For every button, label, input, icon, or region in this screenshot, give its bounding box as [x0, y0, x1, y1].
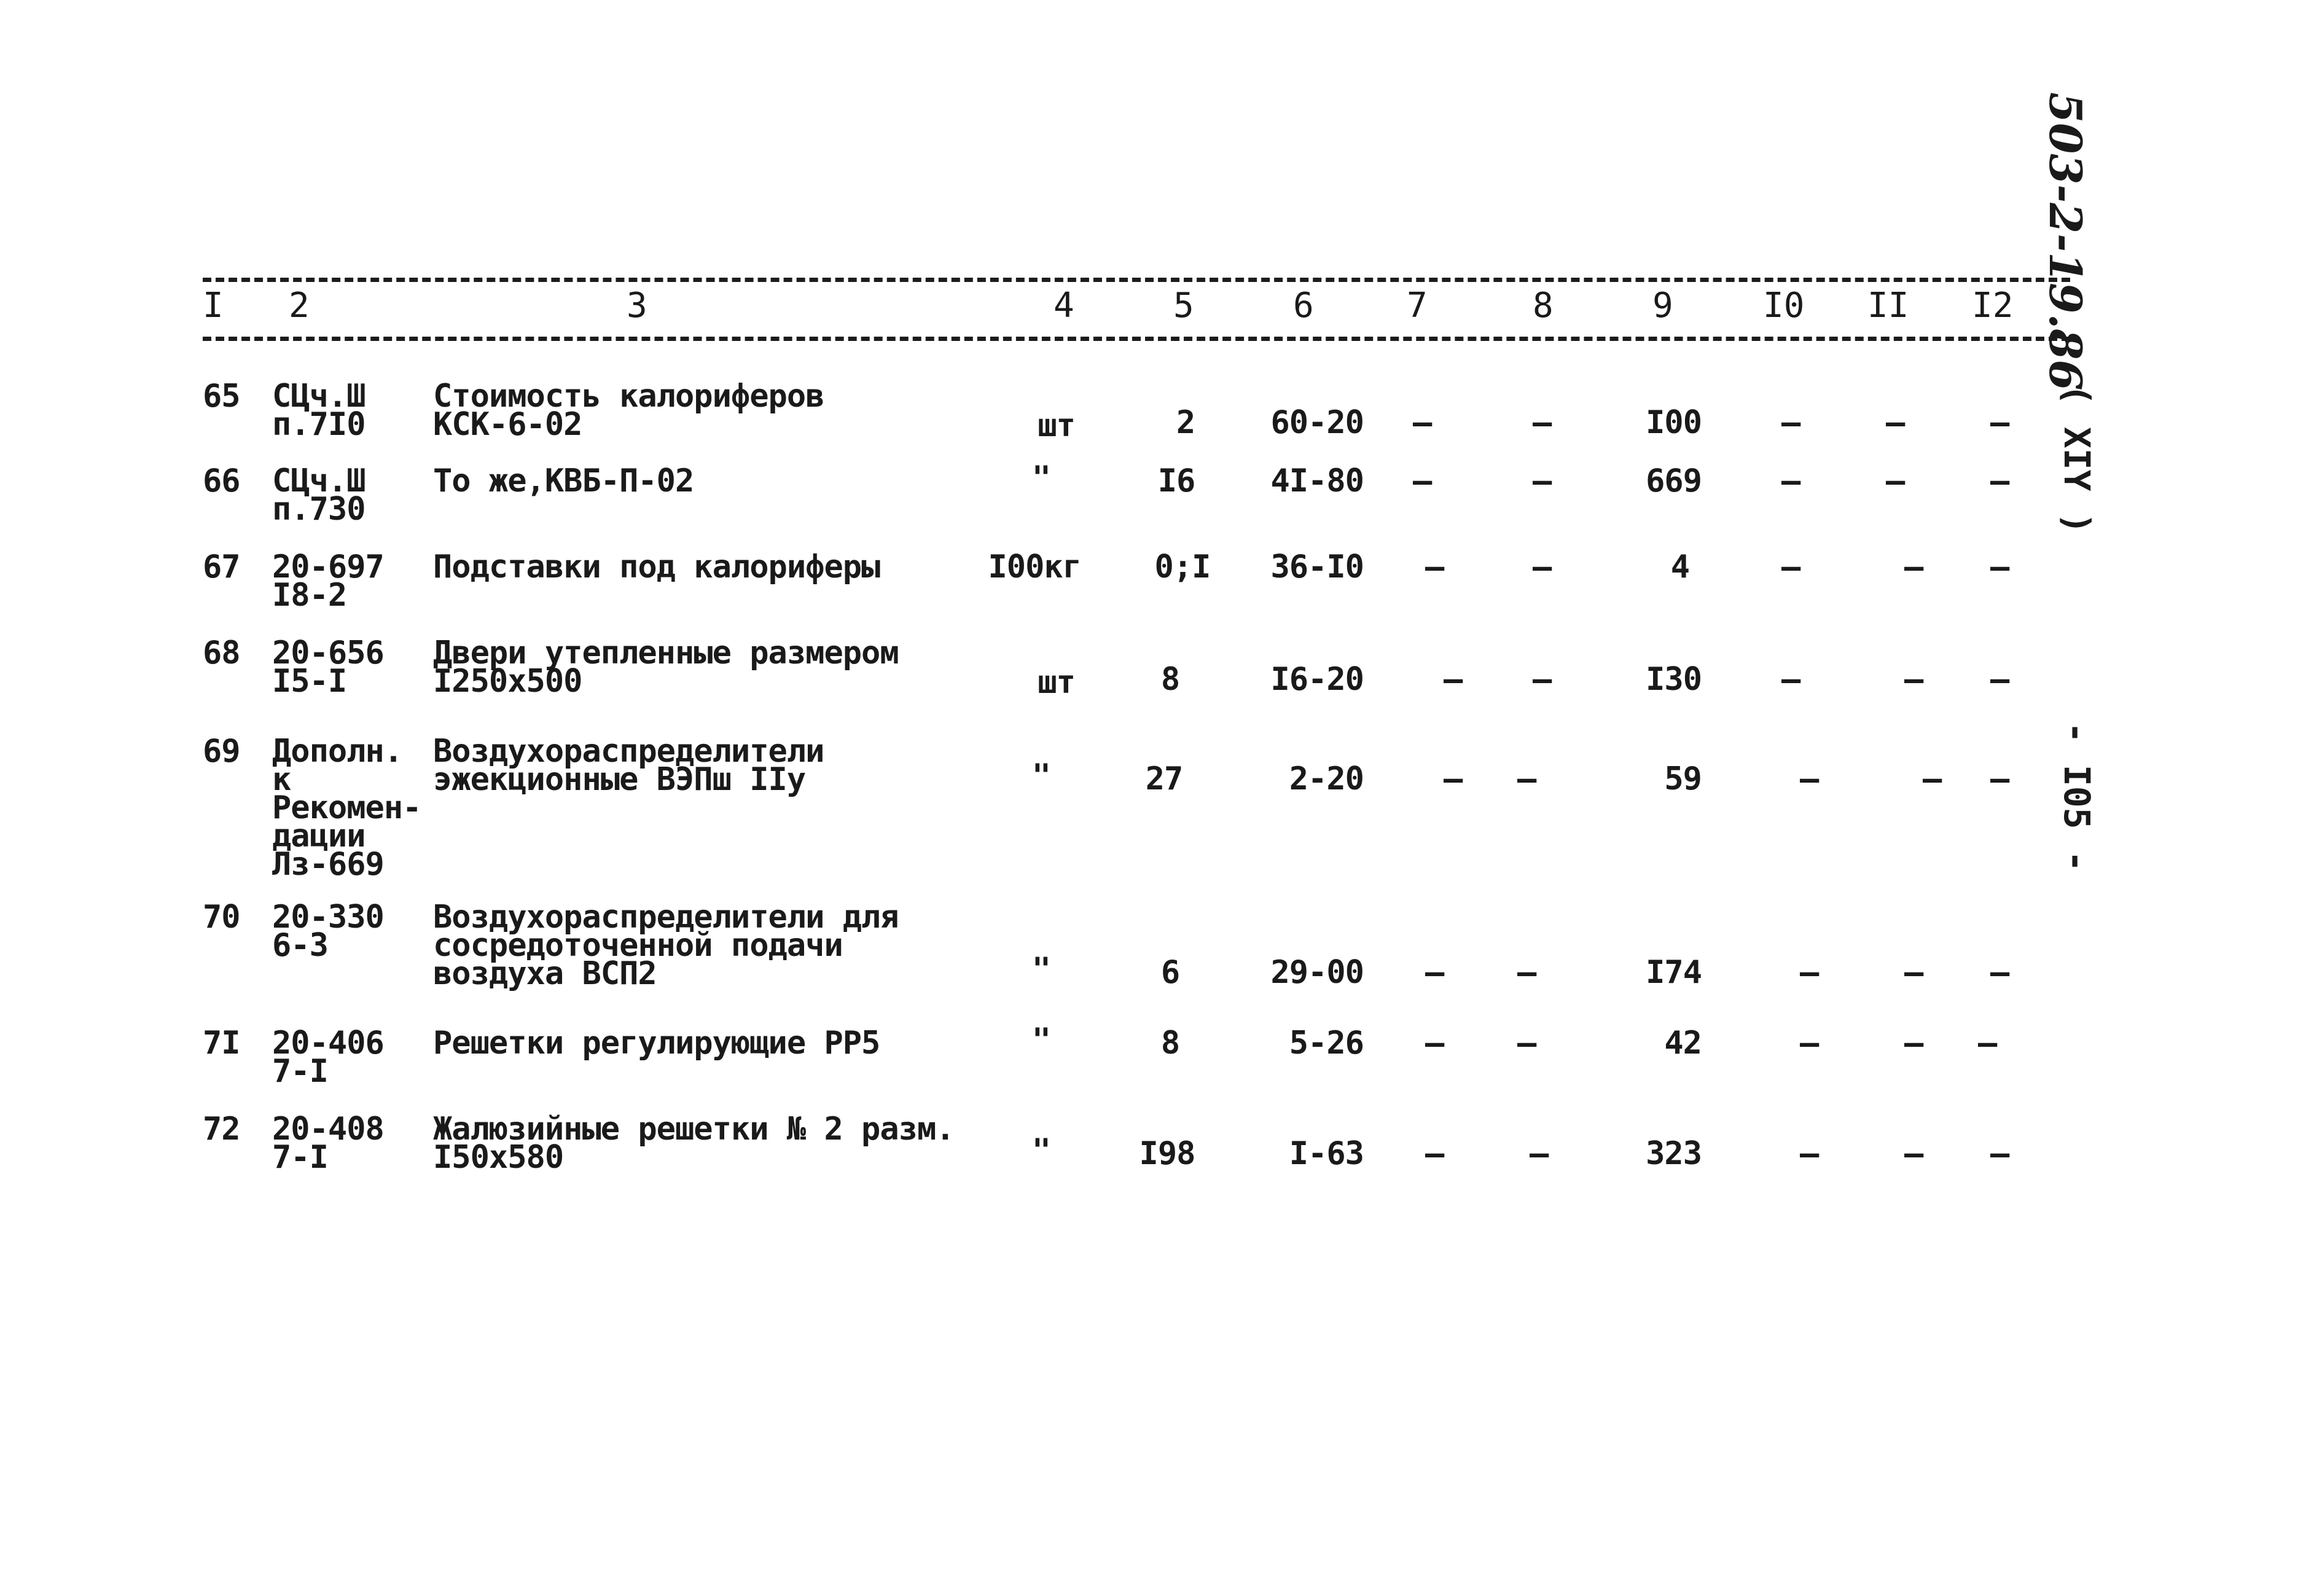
norm-code: Дополн. к Рекомен- дации Лз-669	[272, 733, 421, 883]
col-12: –	[1990, 761, 2009, 797]
col-11: –	[1904, 1135, 1923, 1172]
norm-code: 20-656 I5-I	[272, 635, 384, 700]
table-top-rule	[203, 278, 2070, 282]
row-number: 66	[203, 463, 240, 499]
quantity: 0;I	[1154, 549, 1211, 585]
row-number: 69	[203, 733, 240, 770]
col-8: –	[1530, 1135, 1549, 1172]
col-8: –	[1533, 463, 1552, 499]
quantity: 2	[1176, 404, 1195, 441]
unit: "	[1031, 951, 1050, 988]
quantity: I6	[1157, 463, 1195, 499]
unit-price: 4I-80	[1270, 463, 1364, 499]
col-header-1: I	[203, 286, 224, 326]
norm-code: 20-406 7-I	[272, 1025, 384, 1090]
row-number: 70	[203, 899, 240, 936]
item-name: Подставки под калориферы	[433, 549, 880, 585]
row-number: 72	[203, 1111, 240, 1148]
unit-price: 5-26	[1289, 1025, 1364, 1062]
total: 669	[1646, 463, 1702, 499]
col-12: –	[1978, 1025, 1997, 1062]
col-7: –	[1444, 661, 1463, 698]
total: I00	[1646, 404, 1702, 441]
col-11: –	[1904, 1025, 1923, 1062]
norm-code: СЦч.Ш п.730	[272, 463, 366, 528]
item-name: Воздухораспределители эжекционные ВЭПш IIу	[433, 733, 824, 798]
col-12: –	[1990, 404, 2009, 441]
page-number: - I05 -	[2056, 722, 2098, 872]
total: 59	[1664, 761, 1702, 797]
col-10: –	[1781, 404, 1800, 441]
col-7: –	[1413, 404, 1432, 441]
norm-code: 20-408 7-I	[272, 1111, 384, 1176]
row-number: 67	[203, 549, 240, 585]
col-10: –	[1800, 1135, 1819, 1172]
col-header-3: 3	[627, 286, 647, 326]
col-header-10: I0	[1763, 286, 1805, 326]
unit-price: 60-20	[1270, 404, 1364, 441]
col-header-7: 7	[1407, 286, 1428, 326]
unit-price: 2-20	[1289, 761, 1364, 797]
unit-price: I-63	[1289, 1135, 1364, 1172]
unit: "	[1031, 1022, 1050, 1058]
col-7: –	[1444, 761, 1463, 797]
total: 42	[1664, 1025, 1702, 1062]
unit: "	[1031, 1132, 1050, 1169]
col-11: –	[1886, 463, 1905, 499]
item-name: Воздухораспределители для сосредоточенной подачи воздуха ВСП2	[433, 899, 899, 992]
col-8: –	[1533, 404, 1552, 441]
document-code: 503-2-19.86	[2039, 92, 2092, 391]
col-10: –	[1800, 1025, 1819, 1062]
col-header-5: 5	[1173, 286, 1194, 326]
col-header-4: 4	[1054, 286, 1074, 326]
norm-code: 20-697 I8-2	[272, 549, 384, 614]
col-11: –	[1904, 549, 1923, 585]
unit: "	[1031, 460, 1050, 496]
total: 4	[1670, 549, 1689, 585]
item-name: Стоимость калориферов КСК-6-02	[433, 378, 824, 443]
item-name: Двери утепленные размером I250х500	[433, 635, 899, 700]
col-11: –	[1886, 404, 1905, 441]
col-7: –	[1425, 549, 1444, 585]
col-8: –	[1517, 1025, 1536, 1062]
col-10: –	[1781, 463, 1800, 499]
col-10: –	[1781, 661, 1800, 698]
col-header-8: 8	[1533, 286, 1554, 326]
col-7: –	[1413, 463, 1432, 499]
total: 323	[1646, 1135, 1702, 1172]
col-7: –	[1425, 954, 1444, 991]
col-11: –	[1904, 954, 1923, 991]
unit: шт	[1038, 407, 1075, 444]
col-12: –	[1990, 954, 2009, 991]
row-number: 65	[203, 378, 240, 415]
quantity: 8	[1160, 661, 1180, 698]
col-header-2: 2	[289, 286, 310, 326]
row-number: 68	[203, 635, 240, 671]
norm-code: СЦч.Ш п.7I0	[272, 378, 366, 443]
total: I74	[1646, 954, 1702, 991]
col-11: –	[1904, 661, 1923, 698]
col-header-12: I2	[1972, 286, 2014, 326]
unit: I00кг	[988, 549, 1081, 585]
unit-price: I6-20	[1270, 661, 1364, 698]
col-11: –	[1923, 761, 1942, 797]
unit-price: 29-00	[1270, 954, 1364, 991]
col-12: –	[1990, 1135, 2009, 1172]
album-number: ( XIY )	[2056, 384, 2098, 534]
item-name: Жалюзийные решетки № 2 разм. I50х580	[433, 1111, 955, 1176]
col-7: –	[1425, 1135, 1444, 1172]
col-8: –	[1533, 661, 1552, 698]
col-8: –	[1517, 761, 1536, 797]
col-8: –	[1533, 549, 1552, 585]
quantity: 8	[1160, 1025, 1180, 1062]
col-12: –	[1990, 549, 2009, 585]
col-header-11: II	[1867, 286, 1909, 326]
unit-price: 36-I0	[1270, 549, 1364, 585]
col-12: –	[1990, 661, 2009, 698]
row-number: 7I	[203, 1025, 240, 1062]
col-10: –	[1800, 954, 1819, 991]
col-7: –	[1425, 1025, 1444, 1062]
col-header-9: 9	[1652, 286, 1673, 326]
total: I30	[1646, 661, 1702, 698]
col-10: –	[1800, 761, 1819, 797]
unit: шт	[1038, 664, 1075, 701]
norm-code: 20-330 6-3	[272, 899, 384, 964]
col-10: –	[1781, 549, 1800, 585]
quantity: 6	[1160, 954, 1180, 991]
item-name: Решетки регулирующие РР5	[433, 1025, 880, 1062]
table-header-rule	[203, 337, 2070, 341]
unit: "	[1031, 757, 1050, 794]
col-12: –	[1990, 463, 2009, 499]
col-8: –	[1517, 954, 1536, 991]
quantity: 27	[1145, 761, 1183, 797]
col-header-6: 6	[1293, 286, 1314, 326]
item-name: То же,КВБ-П-02	[433, 463, 694, 499]
quantity: I98	[1139, 1135, 1195, 1172]
